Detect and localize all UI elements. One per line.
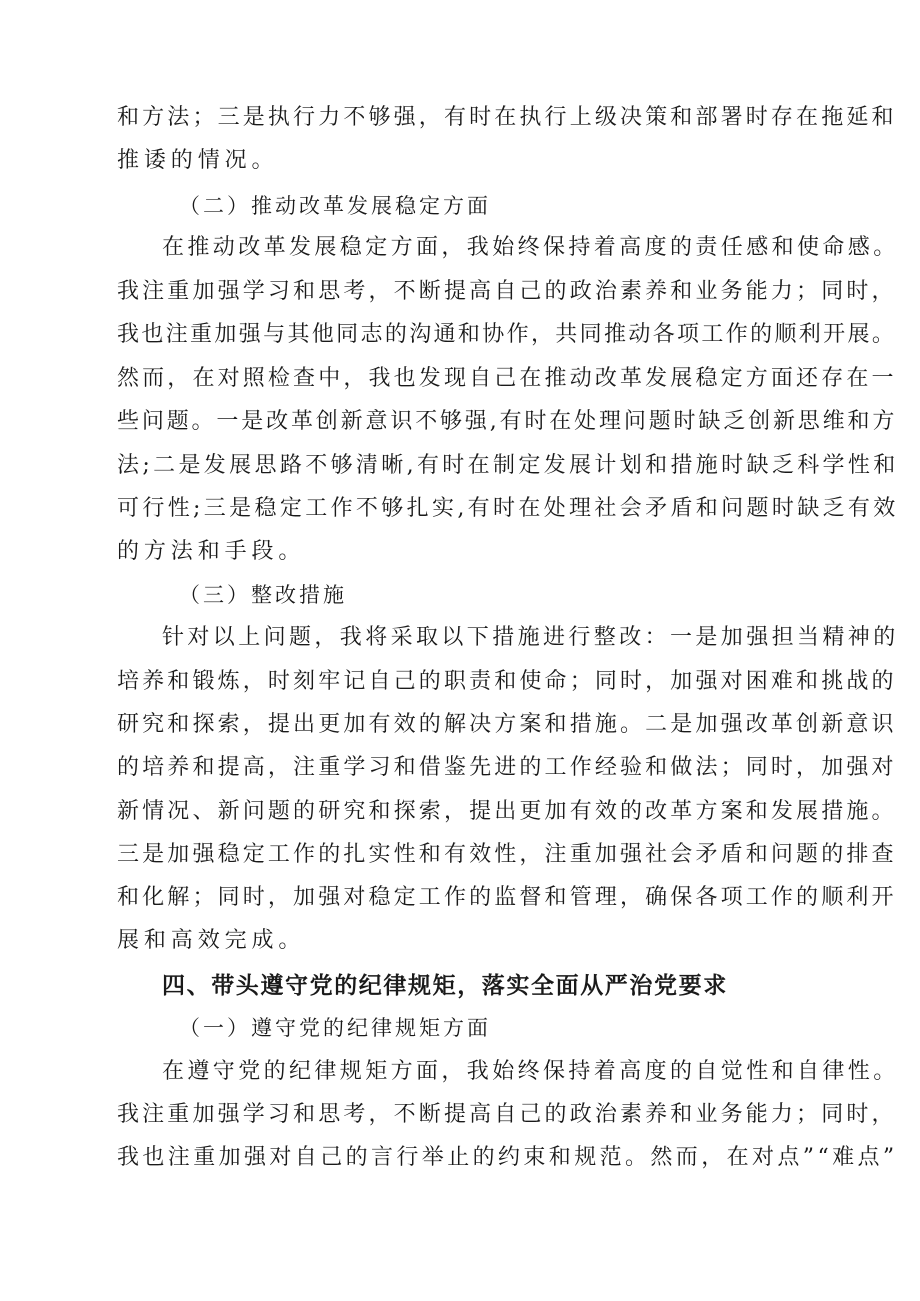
body-line-2: 推诿的情况。 xyxy=(117,148,279,173)
body-line-15: 新情况、新问题的研究和探索，提出更加有效的改革方案和发展措施。 xyxy=(117,799,897,824)
subheading-discipline: （一）遵守党的纪律规矩方面 xyxy=(179,1016,491,1040)
body-line-10: 的方法和手段。 xyxy=(117,539,306,564)
body-line-17: 和化解；同时，加强对稳定工作的监督和管理，确保各项工作的顺利开 xyxy=(117,885,897,910)
section-heading-discipline: 四、带头遵守党的纪律规矩，落实全面从严治党要求 xyxy=(162,973,728,999)
body-line-14: 的培养和提高，注重学习和借鉴先进的工作经验和做法；同时，加强对 xyxy=(117,755,897,780)
body-line-1: 和方法；三是执行力不够强，有时在执行上级决策和部署时存在拖延和 xyxy=(117,105,897,130)
body-line-9: 可行性;三是稳定工作不够扎实,有时在处理社会矛盾和问题时缺乏有效 xyxy=(117,496,899,521)
body-line-13: 研究和探索，提出更加有效的解决方案和措施。二是加强改革创新意识 xyxy=(117,712,897,737)
subheading-reform: （二）推动改革发展稳定方面 xyxy=(179,194,491,218)
body-line-3: 在推动改革发展稳定方面，我始终保持着高度的责任感和使命感。 xyxy=(162,235,899,260)
body-line-18: 展和高效完成。 xyxy=(117,928,306,953)
body-line-16: 三是加强稳定工作的扎实性和有效性，注重加强社会矛盾和问题的排查 xyxy=(117,842,897,867)
subheading-rectification: （三）整改措施 xyxy=(179,583,347,607)
body-line-11: 针对以上问题，我将采取以下措施进行整改：一是加强担当精神的 xyxy=(162,625,899,650)
body-line-6: 然而，在对照检查中，我也发现自己在推动改革发展稳定方面还存在一 xyxy=(117,366,897,391)
body-line-7: 些问题。一是改革创新意识不够强,有时在处理问题时缺乏创新思维和方 xyxy=(117,409,898,434)
body-line-19: 在遵守党的纪律规矩方面，我始终保持着高度的自觉性和自律性。 xyxy=(162,1059,899,1084)
body-line-21: 我也注重加强对自己的言行举止的约束和规范。然而，在对点”“难点” xyxy=(117,1145,898,1170)
body-line-12: 培养和锻炼，时刻牢记自己的职责和使命；同时，加强对困难和挑战的 xyxy=(117,669,897,694)
body-line-5: 我也注重加强与其他同志的沟通和协作，共同推动各项工作的顺利开展。 xyxy=(117,322,897,347)
body-line-20: 我注重加强学习和思考，不断提高自己的政治素养和业务能力；同时， xyxy=(117,1102,897,1127)
body-line-8: 法;二是发展思路不够清晰,有时在制定发展计划和措施时缺乏科学性和 xyxy=(117,453,899,478)
body-line-4: 我注重加强学习和思考，不断提高自己的政治素养和业务能力；同时， xyxy=(117,279,897,304)
